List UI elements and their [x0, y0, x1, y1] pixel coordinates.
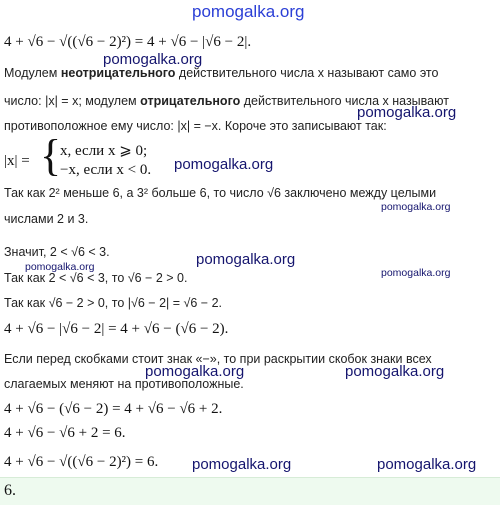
answer-value: 6.: [4, 482, 16, 499]
comparison-line-1: Так как 2² меньше 6, а 3² больше 6, то число √6 заключено между целыми: [4, 186, 437, 200]
equation-2: 4 + √6 − |√6 − 2| = 4 + √6 − (√6 − 2).: [4, 321, 229, 337]
watermark-11: pomogalka.org: [377, 456, 477, 473]
brace-icon: {: [40, 131, 62, 180]
definition-line-3: противоположное ему число: |x| = −x. Короче это записывают так:: [4, 119, 387, 133]
definition-line-2: число: |x| = x; модулем отрицательного действительного числа x называют: [4, 94, 449, 108]
comparison-line-2: числами 2 и 3.: [4, 212, 89, 226]
equation-1: 4 + √6 − √((√6 − 2)²) = 4 + √6 − |√6 − 2|.: [4, 34, 252, 50]
watermark-3: pomogalka.org: [174, 156, 274, 173]
watermark-5: pomogalka.org: [196, 251, 296, 268]
since-line-2: Так как √6 − 2 > 0, то |√6 − 2| = √6 − 2.: [4, 296, 222, 310]
watermark-6: pomogalka.org: [25, 261, 95, 273]
equation-3: 4 + √6 − (√6 − 2) = 4 + √6 − √6 + 2.: [4, 401, 223, 417]
answer-panel: [0, 477, 500, 505]
watermark-9: pomogalka.org: [345, 363, 445, 380]
case-2: −x, если x < 0.: [60, 162, 152, 178]
watermark-1: pomogalka.org: [103, 51, 203, 68]
case-lhs: |x| =: [4, 153, 30, 169]
equation-5: 4 + √6 − √((√6 − 2)²) = 6.: [4, 454, 159, 470]
definition-line-1: Модулем неотрицательного действительного числа x называют само это: [4, 66, 439, 80]
watermark-10: pomogalka.org: [192, 456, 292, 473]
case-1: x, если x ⩾ 0;: [60, 143, 148, 159]
therefore-line: Значит, 2 < √6 < 3.: [4, 245, 110, 259]
watermark-2: pomogalka.org: [357, 104, 457, 121]
since-line-1: Так как 2 < √6 < 3, то √6 − 2 > 0.: [4, 271, 188, 285]
watermark-4: pomogalka.org: [381, 201, 451, 213]
watermark-8: pomogalka.org: [145, 363, 245, 380]
watermark-top: pomogalka.org: [192, 2, 305, 21]
watermark-7: pomogalka.org: [381, 267, 451, 279]
rule-line-2: слагаемых меняют на противоположные.: [4, 377, 244, 391]
rule-line-1: Если перед скобками стоит знак «−», то при раскрытии скобок знаки всех: [4, 352, 432, 366]
equation-4: 4 + √6 − √6 + 2 = 6.: [4, 425, 126, 441]
